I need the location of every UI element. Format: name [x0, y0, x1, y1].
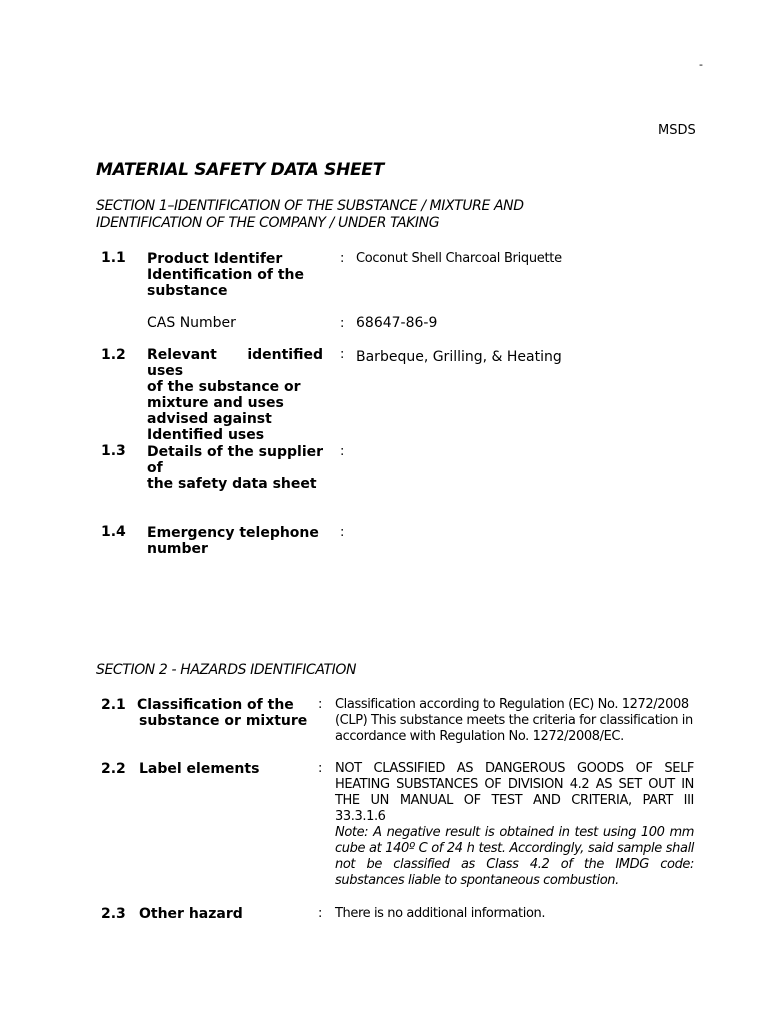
item-2-3-number: 2.3	[101, 906, 126, 922]
item-1-4-label-line-2: number	[147, 541, 208, 557]
item-2-2-note-line-1: Note: A negative result is obtained in test using 100 mm	[335, 825, 694, 840]
item-1-2-number: 1.2	[101, 347, 126, 363]
item-2-1-text-line-3: accordance with Regulation No. 1272/2008/EC.	[335, 729, 624, 744]
section-2-heading: SECTION 2 - HAZARDS IDENTIFICATION	[96, 662, 357, 678]
item-1-2-label	[147, 347, 323, 443]
section-1-heading-line-2: IDENTIFICATION OF THE COMPANY / UNDER TAKING	[96, 215, 440, 231]
item-2-2-text-line-2: HEATING SUBSTANCES OF DIVISION 4.2 AS SET OUT IN	[335, 777, 694, 792]
item-1-2-value: Barbeque, Grilling, & Heating	[356, 349, 562, 365]
item-1-1-label-line-3: substance	[147, 283, 228, 299]
item-1-2-label-line-2: of the substance or	[147, 379, 301, 395]
item-2-3-label: Other hazard	[139, 906, 243, 922]
item-2-1-text	[335, 697, 694, 745]
item-1-4-number: 1.4	[101, 524, 126, 540]
item-2-2-colon: :	[318, 761, 323, 776]
item-1-1-label-line-1: Product Identifer	[147, 251, 283, 267]
item-2-1-label-line-1: Classification of the	[137, 697, 294, 713]
item-1-1-number: 1.1	[101, 250, 126, 266]
item-2-1-text-line-2: (CLP) This substance meets the criteria for classification in	[335, 713, 693, 728]
cas-number-colon: :	[340, 316, 345, 331]
item-2-1-label-line-2: substance or mixture	[139, 713, 308, 729]
item-2-3-text: There is no additional information.	[335, 906, 546, 921]
item-2-2-text	[335, 761, 694, 889]
cas-number-value: 68647-86-9	[356, 315, 438, 331]
section-1-heading-line-1: SECTION 1–IDENTIFICATION OF THE SUBSTANCE / MIXTURE AND	[96, 198, 524, 214]
item-2-2-text-line-4: 33.3.1.6	[335, 809, 386, 824]
cas-number-label: CAS Number	[147, 315, 236, 331]
item-1-2-label-line-5: Identified uses	[147, 427, 265, 443]
document-code: MSDS	[658, 123, 696, 138]
item-1-3-label-line-2: the safety data sheet	[147, 476, 317, 492]
item-1-1-label	[147, 251, 323, 299]
item-2-2-note-line-3: not be classified as Class 4.2 of the IMDG code:	[335, 857, 694, 872]
item-1-2-label-line-1: Relevant identified uses	[147, 347, 323, 379]
item-1-3-label	[147, 444, 327, 492]
item-1-3-label-line-1: Details of the supplier of	[147, 444, 324, 476]
item-2-1-number: 2.1	[101, 697, 126, 713]
item-1-3-colon: :	[340, 444, 345, 459]
item-1-4-label	[147, 525, 323, 557]
item-1-2-label-line-4: advised against	[147, 411, 272, 427]
item-1-2-colon: :	[340, 347, 345, 362]
item-1-1-label-line-2: Identification of the	[147, 267, 304, 283]
item-2-3-colon: :	[318, 906, 323, 921]
item-2-2-note-line-4: substances liable to spontaneous combustion.	[335, 873, 619, 888]
item-1-1-value: Coconut Shell Charcoal Briquette	[356, 251, 562, 266]
item-2-1-label	[137, 697, 317, 729]
item-2-1-colon: :	[318, 697, 323, 712]
item-2-2-note-line-2: cube at 140º C of 24 h test. Accordingly, said sample shall	[335, 841, 694, 856]
item-1-2-label-line-3: mixture and uses	[147, 395, 284, 411]
item-2-2-text-line-1: NOT CLASSIFIED AS DANGEROUS GOODS OF SELF	[335, 761, 694, 776]
section-1-heading	[96, 198, 636, 232]
document-title: MATERIAL SAFETY DATA SHEET	[96, 160, 384, 180]
item-1-1-colon: :	[340, 251, 345, 266]
item-2-1-text-line-1: Classification according to Regulation (EC) No. 1272/2008	[335, 697, 689, 712]
item-1-4-label-line-1: Emergency telephone	[147, 525, 319, 541]
header-dash: -	[699, 58, 703, 71]
item-2-2-number: 2.2	[101, 761, 126, 777]
item-2-2-label: Label elements	[139, 761, 260, 777]
item-1-3-number: 1.3	[101, 443, 126, 459]
item-1-4-colon: :	[340, 525, 345, 540]
item-2-2-text-line-3: THE UN MANUAL OF TEST AND CRITERIA, PART III	[335, 793, 694, 808]
